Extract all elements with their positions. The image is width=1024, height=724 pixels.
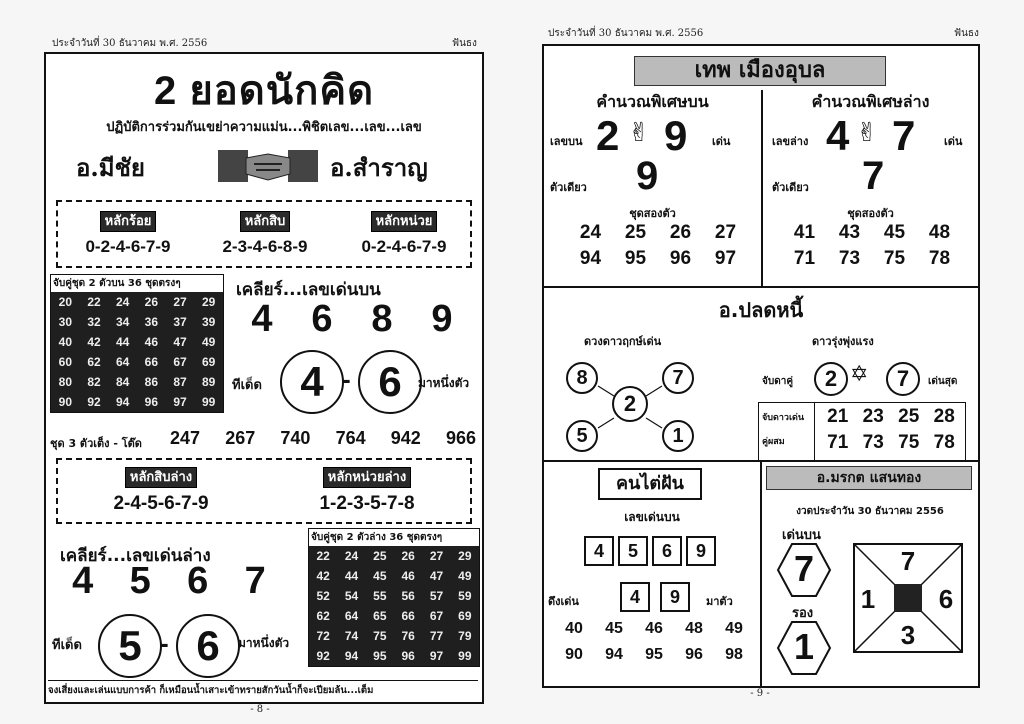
star-of-david-icon: ✡ <box>850 362 869 387</box>
pair-bottom-cell: 56 <box>401 589 415 603</box>
pair-top-cell: 49 <box>201 335 216 349</box>
bot-set-grid <box>782 222 962 270</box>
pair-bottom-cell: 65 <box>373 609 387 623</box>
clear-top-title: เคลียร์...เลขเด่นบน <box>236 280 381 300</box>
dream-digits <box>584 536 716 566</box>
pair-bottom-cell: 52 <box>316 589 330 603</box>
mk-square-num: 3 <box>900 620 916 650</box>
pair-top-cell: 97 <box>173 395 187 409</box>
three-set-number: 966 <box>445 428 476 448</box>
best-dash: - <box>342 364 351 394</box>
author-right: อ.สำราญ <box>330 153 428 182</box>
mk-bot: 1 <box>793 626 815 667</box>
left-subtitle: ปฏิบัติการร่วมกันเขย่าความแม่น...พิชิตเลข...เลข...เลข <box>106 120 422 135</box>
bot-set-number: 71 <box>793 248 816 269</box>
pair-bottom-cell: 96 <box>401 649 415 663</box>
pair-bottom-cell: 67 <box>429 609 444 623</box>
pair-bottom-cell: 62 <box>316 609 330 623</box>
lower-group-label: หลักหน่วยล่าง <box>323 467 411 488</box>
top-set-grid <box>568 222 748 270</box>
pair-bottom-caption: จับคู่ชุด 2 ตัวล่าง 36 ชุดตรงๆ <box>309 529 479 546</box>
bot-set-number: 75 <box>883 248 906 269</box>
lower-group-value: 2-4-5-6-7-9 <box>113 493 209 514</box>
left-header-date: ประจำวันที่ 30 ธันวาคม พ.ศ. 2556 <box>52 38 208 49</box>
clear-bottom-digits <box>54 560 284 603</box>
best-bottom-b: 6 <box>176 614 240 678</box>
bot-b: 7 <box>892 112 916 159</box>
digit-group-label: หลักหน่วย <box>371 211 438 232</box>
pair-bottom-cell: 94 <box>344 649 359 663</box>
pair-top-cell: 64 <box>115 355 130 369</box>
best-top-a: 4 <box>280 350 344 414</box>
pair-bottom-cell: 76 <box>401 629 415 643</box>
lower-group-label: หลักสิบล่าง <box>125 467 197 488</box>
pair-bottom-cell: 92 <box>316 649 330 663</box>
pair-top-cell: 36 <box>144 315 158 329</box>
lower-group-value: 1-2-3-5-7-8 <box>319 493 415 514</box>
clear-bottom-digit: 6 <box>187 560 209 602</box>
clear-top-digit: 9 <box>431 298 453 340</box>
star-num: 5 <box>566 420 598 452</box>
handshake-icon <box>218 144 318 188</box>
bot-set-number: 45 <box>883 222 906 243</box>
mk-top: 7 <box>793 548 815 589</box>
pair-top-cell: 69 <box>201 355 216 369</box>
three-set-number: 267 <box>225 428 256 448</box>
top-set-number: 24 <box>579 222 602 243</box>
pair-top-cell: 66 <box>144 355 158 369</box>
pair-top-cell: 84 <box>115 375 130 389</box>
dream-set-number: 90 <box>565 646 583 663</box>
top-set-number: 97 <box>714 248 737 269</box>
pair-bottom-cell: 25 <box>373 549 387 563</box>
bot-set-number: 73 <box>838 248 861 269</box>
left-title: 2 ยอดนักคิด <box>153 69 375 113</box>
clear-top-digit: 4 <box>251 298 273 340</box>
star-num: 7 <box>662 362 694 394</box>
pair-top-cell: 20 <box>58 295 72 309</box>
dream-digit: 5 <box>618 536 648 566</box>
pair-bottom-cell: 54 <box>344 589 359 603</box>
rise-tail: เด่นสุด <box>928 376 958 387</box>
bot-set-number: 43 <box>838 222 861 243</box>
three-set-number: 247 <box>170 428 201 448</box>
dream-set-number: 45 <box>605 620 623 637</box>
best-bottom-note: มาหนึ่งตัว <box>238 636 290 650</box>
victory-hand-icon: ✌ <box>856 118 878 148</box>
pair-top-cell: 82 <box>87 375 101 389</box>
digit-group-label: หลักร้อย <box>100 211 157 232</box>
dream-set-number: 95 <box>645 646 663 663</box>
pair-bottom-cell: 27 <box>429 549 444 563</box>
lower-group <box>66 466 256 515</box>
top-col-title: คำนวณพิเศษบน <box>596 92 709 111</box>
victory-hand-icon: ✌ <box>628 118 650 148</box>
bot-set-number: 48 <box>928 222 951 243</box>
dream-pull: 4 <box>620 582 650 612</box>
column-divider <box>760 460 762 686</box>
pair-top-grid <box>51 292 223 412</box>
hot-pair-number: 23 <box>862 406 884 427</box>
pair-bottom-cell: 57 <box>429 589 444 603</box>
star-arrows <box>588 382 672 432</box>
dream-set-number: 96 <box>685 646 703 663</box>
star-label: ดวงดาวฤกษ์เด่น <box>584 335 662 348</box>
column-divider <box>761 90 763 286</box>
best-dash: - <box>160 628 169 658</box>
hot-pair-number: 75 <box>898 432 920 453</box>
three-set-number: 764 <box>335 428 366 448</box>
pair-top-cell: 94 <box>115 395 130 409</box>
top-single-label: ตัวเดียว <box>550 181 587 194</box>
top-b: 9 <box>664 112 688 159</box>
pair-bottom-cell: 64 <box>344 609 359 623</box>
rise-lead: จับดาคู่ <box>762 376 794 387</box>
pair-bottom-cell: 29 <box>458 549 472 563</box>
best-bottom-label: ทีเด็ด <box>52 638 82 653</box>
dream-set-number: 49 <box>725 620 743 637</box>
pair-top-cell: 99 <box>201 395 216 409</box>
pair-top-cell: 46 <box>144 335 158 349</box>
bot-single-label: ตัวเดียว <box>772 181 809 194</box>
dream-set-number: 40 <box>565 620 583 637</box>
pair-bottom-panel <box>308 528 480 667</box>
mk-bot-label: รอง <box>792 606 814 621</box>
hot-pair-number: 71 <box>827 432 849 453</box>
pair-top-cell: 92 <box>87 395 101 409</box>
pair-bottom-cell: 66 <box>401 609 415 623</box>
pair-top-cell: 90 <box>58 395 72 409</box>
pair-top-cell: 29 <box>201 295 216 309</box>
right-header-date: ประจำวันที่ 30 ธันวาคม พ.ศ. 2556 <box>548 28 704 39</box>
top-set-number: 26 <box>669 222 692 243</box>
best-top-note: มาหนึ่งตัว <box>418 376 470 390</box>
pair-bottom-cell: 74 <box>344 629 359 643</box>
three-set-label: ชุด 3 ตัวเต็ง - โต๊ด <box>50 437 142 450</box>
bot-set-number: 41 <box>793 222 816 243</box>
pair-bottom-cell: 46 <box>401 569 415 583</box>
pair-bottom-cell: 72 <box>316 629 330 643</box>
digit-group <box>202 210 328 257</box>
dream-set-number: 48 <box>685 620 703 637</box>
top-set-number: 25 <box>624 222 647 243</box>
mk-square-num: 7 <box>900 546 916 576</box>
pair-top-cell: 26 <box>144 295 158 309</box>
bot-single: 7 <box>862 154 885 198</box>
pair-bottom-cell: 77 <box>429 629 444 643</box>
dream-sub: เลขเด่นบน <box>624 510 680 524</box>
pair-top-caption: จับคู่ชุด 2 ตัวบน 36 ชุดตรงๆ <box>51 275 223 292</box>
mid-title: อ.ปลดหนี้ <box>718 298 804 322</box>
hot-pair-number: 73 <box>862 432 884 453</box>
pair-top-cell: 42 <box>87 335 101 349</box>
hot-pair-number: 28 <box>933 406 955 427</box>
clear-bottom-title: เคลียร์...เลขเด่นล่าง <box>60 546 211 566</box>
hot-pair-number: 78 <box>933 432 955 453</box>
top-set-number: 94 <box>579 248 602 269</box>
pair-top-cell: 22 <box>87 295 101 309</box>
bot-set-number: 78 <box>928 248 951 269</box>
pair-bottom-cell: 99 <box>458 649 472 663</box>
dream-title: คนไต่ฝัน <box>598 468 702 500</box>
rise-a: 2 <box>814 362 848 396</box>
best-top-label: ทีเด็ด <box>232 378 262 393</box>
pair-top-cell: 24 <box>115 295 130 309</box>
pair-top-cell: 34 <box>115 315 130 329</box>
top-set-number: 96 <box>669 248 692 269</box>
pair-top-cell: 89 <box>201 375 216 389</box>
bot-col-title: คำนวณพิเศษล่าง <box>811 92 930 111</box>
hot-pairs-divider <box>814 402 815 460</box>
left-header-tag: ฟันธง <box>452 38 477 49</box>
pair-bottom-cell: 55 <box>373 589 387 603</box>
pair-bottom-cell: 75 <box>373 629 387 643</box>
hot-pair-number: 21 <box>827 406 849 427</box>
top-hot: เด่น <box>712 135 731 148</box>
pair-top-cell: 62 <box>87 355 101 369</box>
dream-digit: 4 <box>584 536 614 566</box>
pair-top-cell: 30 <box>58 315 72 329</box>
bot-lead-label: เลขล่าง <box>772 135 809 148</box>
hot-pair-label: จับดาวเด่น <box>762 413 805 423</box>
right-page-number: - 9 - <box>750 688 770 699</box>
pair-top-panel <box>50 274 224 413</box>
pair-top-cell: 27 <box>173 295 187 309</box>
pair-bottom-grid <box>309 546 479 666</box>
pair-top-cell: 87 <box>173 375 187 389</box>
pair-top-cell: 37 <box>173 315 187 329</box>
top-a: 2 <box>596 112 620 159</box>
bot-a: 4 <box>826 112 850 159</box>
dream-digit: 6 <box>652 536 682 566</box>
pair-top-cell: 67 <box>173 355 187 369</box>
pair-top-cell: 60 <box>58 355 72 369</box>
section-divider <box>544 286 978 288</box>
digit-group-value: 2-3-4-6-8-9 <box>222 237 308 256</box>
pair-bottom-cell: 47 <box>429 569 444 583</box>
clear-bottom-digit: 7 <box>244 560 266 602</box>
mk-square-num: 1 <box>860 584 876 614</box>
mk-square-num: 6 <box>938 584 954 614</box>
bot-set-label: ชุดสองตัว <box>847 207 894 220</box>
top-set-number: 27 <box>714 222 737 243</box>
pair-bottom-cell: 59 <box>458 589 472 603</box>
best-bottom-a: 5 <box>98 614 162 678</box>
digit-group <box>342 210 466 257</box>
top-set-label: ชุดสองตัว <box>629 207 676 220</box>
digit-group-value: 0-2-4-6-7-9 <box>85 237 171 256</box>
pair-top-cell: 32 <box>87 315 101 329</box>
rise-label: ดาวรุ่งพุ่งแรง <box>812 335 874 348</box>
right-title: เทพ เมืองอุบล <box>634 56 886 86</box>
star-center: 2 <box>612 386 648 422</box>
dream-set-grid <box>554 620 754 664</box>
rise-b: 7 <box>886 362 920 396</box>
pair-bottom-cell: 49 <box>458 569 472 583</box>
bot-hot: เด่น <box>944 135 963 148</box>
lower-group <box>270 466 464 515</box>
clear-top-digits <box>232 298 472 341</box>
pair-bottom-cell: 45 <box>373 569 387 583</box>
left-page-number: - 8 - <box>250 704 270 715</box>
clear-top-digit: 8 <box>371 298 393 340</box>
top-single: 9 <box>636 154 659 198</box>
pair-bottom-cell: 95 <box>373 649 387 663</box>
pair-top-cell: 39 <box>201 315 216 329</box>
hot-pairs-grid <box>820 406 962 454</box>
dream-pull-tail: มาตัว <box>706 595 733 608</box>
pair-top-cell: 44 <box>115 335 130 349</box>
left-page <box>44 52 484 704</box>
pair-top-cell: 86 <box>144 375 158 389</box>
dream-set-number: 94 <box>605 646 623 663</box>
mk-top-label: เด่นบน <box>782 528 821 543</box>
pair-top-cell: 40 <box>58 335 72 349</box>
clear-bottom-digit: 4 <box>72 560 94 602</box>
three-set <box>170 428 476 449</box>
top-lead-label: เลขบน <box>550 135 583 148</box>
footer-note: จงเสี่ยงและเล่นแบบการค้า ก็เหมือนน้ำเสาะเข้าทรายสักวันน้ำก็จะเปียมล้น...เต็ม <box>48 680 478 698</box>
mk-title: อ.มรกต แสนทอง <box>766 466 972 490</box>
pair-bottom-cell: 42 <box>316 569 330 583</box>
digit-group-value: 0-2-4-6-7-9 <box>361 237 447 256</box>
pair-bottom-cell: 22 <box>316 549 330 563</box>
right-header-tag: ฟันธง <box>954 28 979 39</box>
digit-group-label: หลักสิบ <box>240 211 291 232</box>
clear-top-digit: 6 <box>311 298 333 340</box>
mk-date: งวดประจำวัน 30 ธันวาคม 2556 <box>796 506 944 517</box>
star-num: 8 <box>566 362 598 394</box>
hot-pair-number: 25 <box>898 406 920 427</box>
right-page <box>542 44 980 688</box>
digit-group <box>68 210 188 257</box>
dream-set-number: 98 <box>725 646 743 663</box>
pair-bottom-cell: 26 <box>401 549 415 563</box>
pair-top-cell: 80 <box>58 375 72 389</box>
pair-bottom-cell: 97 <box>429 649 444 663</box>
dream-pull: 9 <box>660 582 690 612</box>
pair-top-cell: 47 <box>173 335 187 349</box>
dream-set-number: 46 <box>645 620 663 637</box>
pair-bottom-cell: 24 <box>344 549 359 563</box>
top-set-number: 95 <box>624 248 647 269</box>
best-top-b: 6 <box>358 350 422 414</box>
hot-pair-label: คู่ผสม <box>762 437 785 447</box>
pair-bottom-cell: 69 <box>458 609 472 623</box>
three-set-number: 740 <box>280 428 311 448</box>
pair-bottom-cell: 79 <box>458 629 472 643</box>
clear-bottom-digit: 5 <box>129 560 151 602</box>
dream-pull-label: ดึงเด่น <box>548 595 579 608</box>
three-set-number: 942 <box>390 428 421 448</box>
author-left: อ.มีชัย <box>76 153 145 182</box>
pair-top-cell: 96 <box>144 395 158 409</box>
dream-digit: 9 <box>686 536 716 566</box>
pair-bottom-cell: 44 <box>344 569 359 583</box>
star-num: 1 <box>662 420 694 452</box>
